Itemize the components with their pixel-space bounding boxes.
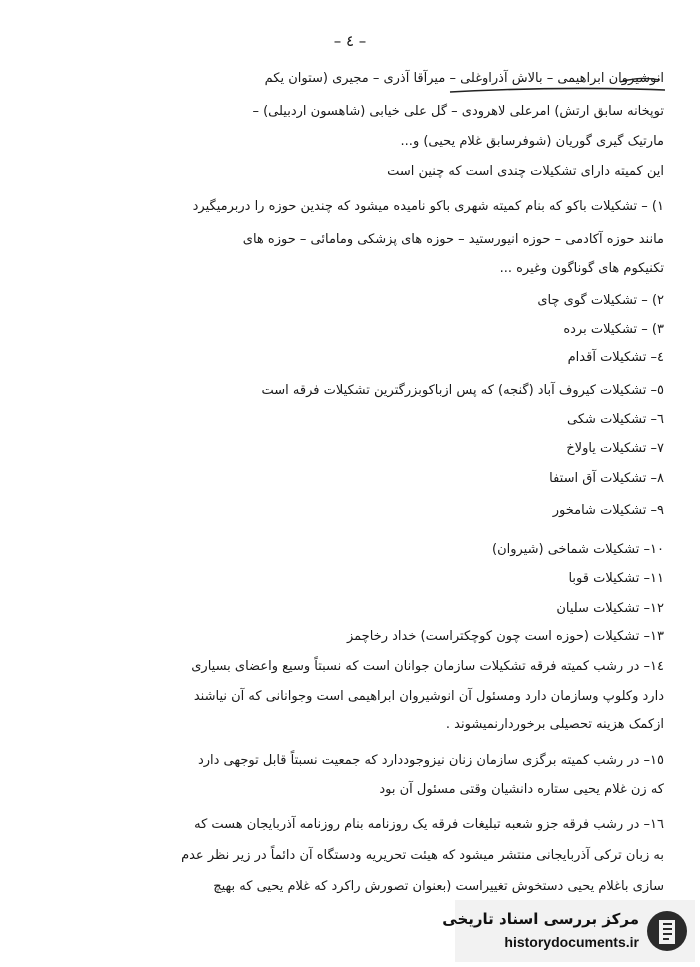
text-line: تکنیکوم های گوناگون وغیره ... — [499, 261, 664, 276]
text-line: ۷– تشکیلات یاولاخ — [566, 441, 664, 456]
watermark-url: historydocuments.ir — [504, 934, 639, 950]
watermark — [442, 900, 695, 962]
text-line: ٥– تشکیلات کیروف آباد (گنجه) که پس ازباکوبزرگترین تشکیلات فرقه است — [261, 383, 664, 398]
text-line: ۱۲– تشکیلات سلیان — [556, 601, 664, 616]
text-line: دارد وکلوپ وسازمان دارد ومسئول آن انوشیروان ابراهیمی است وجوانانی که آن نیاشند — [193, 689, 664, 704]
text-line: ۱) – تشکیلات باکو که بنام کمیته شهری باکو نامیده میشود که چندین حوزه را دربرمیگیرد — [192, 199, 664, 214]
text-line: ۱۱– تشکیلات قوبا — [568, 571, 664, 586]
text-line: ۱٤– در رشب کمیته فرقه تشکیلات سازمان جوانان است که نسبتاً وسیع واعضای بسیاری — [191, 659, 664, 674]
text-line: ۲) – تشکیلات گوی چای — [537, 293, 664, 308]
text-line: سازی باغلام یحیی دستخوش تغییراست (بعنوان تصورش راکرد که غلام یحیی که بهیچ — [213, 879, 664, 894]
text-line: ۱٥– در رشب کمیته برگزی سازمان زنان نیزوجوددارد که جمعیت نسبتاً قابل توجهی دارد — [197, 753, 664, 768]
text-line: ازکمک هزینه تحصیلی برخوردارنمیشوند . — [445, 717, 664, 732]
text-line: ۱٦– در رشب فرقه جزو شعبه تبلیغات فرقه یک روزنامه بنام روزنامه آذربایجان هست که — [194, 817, 664, 832]
text-line: ۹– تشکیلات شامخور — [552, 503, 664, 518]
text-line: که زن غلام یحیی ستاره دانشیان وقتی مسئول آن بود — [379, 782, 664, 797]
text-line: ٤– تشکیلات آقدام — [567, 350, 664, 365]
text-line: توپخانه سابق ارتش) امرعلی لاهرودی – گل علی خیابی (شاهسون اردبیلی) – — [252, 104, 664, 119]
text-line: مانند حوزه آکادمی – حوزه انیورستید – حوزه های پزشکی ومامائی – حوزه های — [242, 232, 664, 247]
text-line: ۸– تشکیلات آق استفا — [549, 471, 664, 486]
text-line: انوشیروان ابراهیمی – بالاش آذراوغلی – میرآقا آذری – مجیری (ستوان یکم — [264, 71, 664, 86]
text-line: ۳) – تشکیلات برده — [563, 322, 664, 337]
archive-logo-icon — [645, 906, 689, 956]
text-line: ۱۳– تشکیلات (حوزه است چون کوچکتراست) خداد رخاچمز — [346, 629, 664, 644]
text-line: مارتیک گیری گوریان (شوفرسابق غلام یحیی) و... — [400, 134, 664, 149]
text-line: ٦– تشکیلات شکی — [567, 412, 664, 427]
text-line: ۱۰– تشکیلات شماخی (شیروان) — [492, 542, 664, 557]
text-line: این کمیته دارای تشکیلات چندی است که چنین است — [387, 164, 664, 179]
page-number: – ٤ – — [333, 32, 367, 50]
watermark-title: مرکز بررسی اسناد تاریخی — [442, 910, 639, 928]
handwritten-underline — [0, 0, 700, 120]
text-line: به زبان ترکی آذربایجانی منتشر میشود که هیئت تحریریه ودستگاه آن دائماً در زیر نظر عدم — [181, 848, 664, 863]
